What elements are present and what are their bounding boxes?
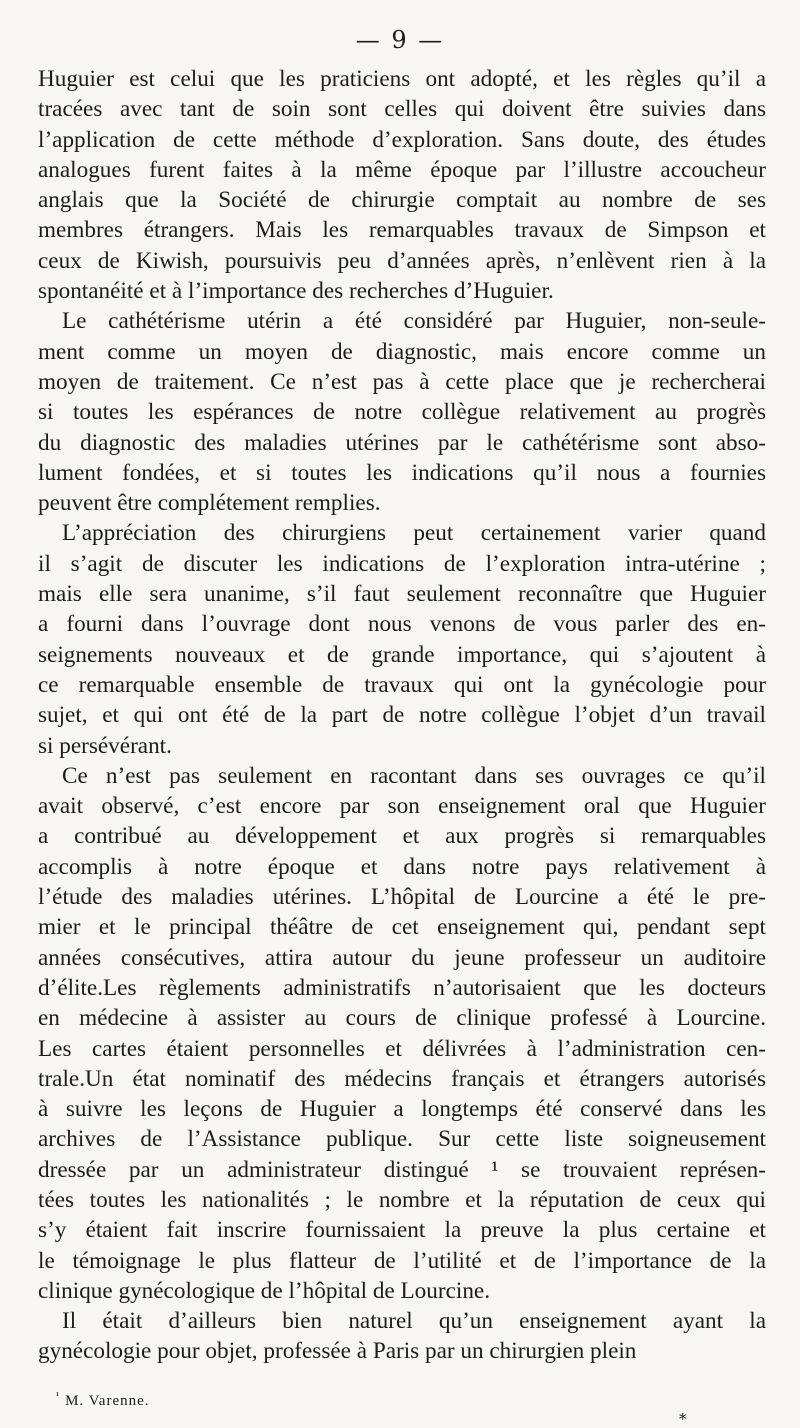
text-line: anglais que la Société de chirurgie comptait au nombre de ses — [38, 187, 766, 214]
text-line: avait observé, c’est encore par son enseignement oral que Huguier — [38, 793, 766, 820]
text-line: d’élite.Les règlements administratifs n’autorisaient que les docteurs — [38, 974, 766, 1001]
text-line: sujet, et qui ont été de la part de notre collègue l’objet d’un travail — [38, 702, 766, 729]
text-line: moyen de traitement. Ce n’est pas à cette place que je rechercherai — [38, 368, 766, 395]
text-line: Les cartes étaient personnelles et délivrées à l’administration cen- — [38, 1035, 766, 1062]
text-line: dressée par un administrateur distingué ¹ se trouvaient représen- — [38, 1156, 766, 1183]
text-line: Ce n’est pas seulement en racontant dans ses ouvrages ce qu’il — [62, 762, 766, 789]
text-line: a contribué au développement et aux progrès si remarquables — [38, 823, 766, 850]
paragraph — [38, 518, 766, 760]
text-line: ce remarquable ensemble de travaux qui ont la gynécologie pour — [38, 671, 766, 698]
text-line: Le cathétérisme utérin a été considéré par Huguier, non-seule- — [62, 308, 766, 335]
text-line: années consécutives, attira autour du jeune professeur un auditoire — [38, 944, 766, 971]
paragraph — [38, 761, 766, 1306]
text-line: du diagnostic des maladies utérines par le cathétérisme sont abso- — [38, 429, 766, 456]
text-line: s’y étaient fait inscrire fournissaient la preuve la plus certaine et — [38, 1217, 766, 1244]
text-line: à suivre les leçons de Huguier a longtemps été conservé dans les — [38, 1096, 766, 1123]
text-line: mais elle sera unanime, s’il faut seulement reconnaître que Huguier — [38, 581, 766, 608]
footnote — [56, 1390, 150, 1410]
text-line: clinique gynécologique de l’hôpital de Lourcine. — [38, 1277, 491, 1304]
text-line: tées toutes les nationalités ; le nombre et la réputation de ceux qui — [38, 1186, 766, 1213]
text-line: ment comme un moyen de diagnostic, mais encore comme un — [38, 338, 766, 365]
text-line: mier et le principal théâtre de cet enseignement qui, pendant sept — [38, 914, 766, 941]
text-line: Huguier est celui que les praticiens ont adopté, et les règles qu’il a — [38, 66, 766, 92]
text-line: L’appréciation des chirurgiens peut certainement varier quand — [62, 520, 766, 547]
text-line: accomplis à notre époque et dans notre pays relativement à — [38, 853, 766, 880]
paragraph — [38, 1306, 766, 1367]
footnote-text: M. Varenne. — [65, 1393, 150, 1409]
page-number: — 9 — — [355, 26, 445, 54]
text-line: Il était d’ailleurs bien naturel qu’un enseignement ayant la — [62, 1308, 766, 1335]
text-line: l’étude des maladies utérines. L’hôpital de Lourcine a été le pre- — [38, 884, 766, 911]
text-line: spontanéité et à l’importance des recherches d’Huguier. — [38, 278, 554, 305]
text-line: membres étrangers. Mais les remarquables travaux de Simpson et — [38, 217, 766, 244]
text-line: ceux de Kiwish, poursuivis peu d’années après, n’enlèvent rien à la — [38, 247, 766, 274]
text-line: l’application de cette méthode d’exploration. Sans doute, des études — [38, 126, 766, 153]
paragraph — [38, 306, 766, 518]
text-line: gynécologie pour objet, professée à Paris par un chirurgien plein — [38, 1338, 637, 1365]
text-line: si toutes les espérances de notre collègue relativement au progrès — [38, 399, 766, 426]
body-text — [38, 64, 766, 1367]
text-line: analogues furent faites à la même époque par l’illustre accoucheur — [38, 156, 766, 183]
text-line: lument fondées, et si toutes les indications qu’il nous a fournies — [38, 459, 766, 486]
text-line: tracées avec tant de soin sont celles qui doivent être suivies dans — [38, 96, 766, 123]
text-line: il s’agit de discuter les indications de l’exploration intra-utérine ; — [38, 550, 766, 577]
text-line: a fourni dans l’ouvrage dont nous venons de vous parler des en- — [38, 611, 766, 638]
text-line: peuvent être complétement remplies. — [38, 490, 381, 517]
text-line: si persévérant. — [38, 732, 172, 759]
text-line: trale.Un état nominatif des médecins français et étrangers autorisés — [38, 1065, 766, 1092]
text-line: seignements nouveaux et de grande importance, qui s’ajoutent à — [38, 641, 766, 668]
text-line: le témoignage le plus flatteur de l’utilité et de l’importance de la — [38, 1247, 766, 1274]
corner-mark: * — [679, 1410, 687, 1428]
text-line: archives de l’Assistance publique. Sur cette liste soigneusement — [38, 1126, 766, 1153]
footnote-marker: ¹ — [56, 1390, 61, 1402]
text-line: en médecine à assister au cours de clinique professé à Lourcine. — [38, 1005, 766, 1032]
paragraph — [38, 64, 766, 306]
